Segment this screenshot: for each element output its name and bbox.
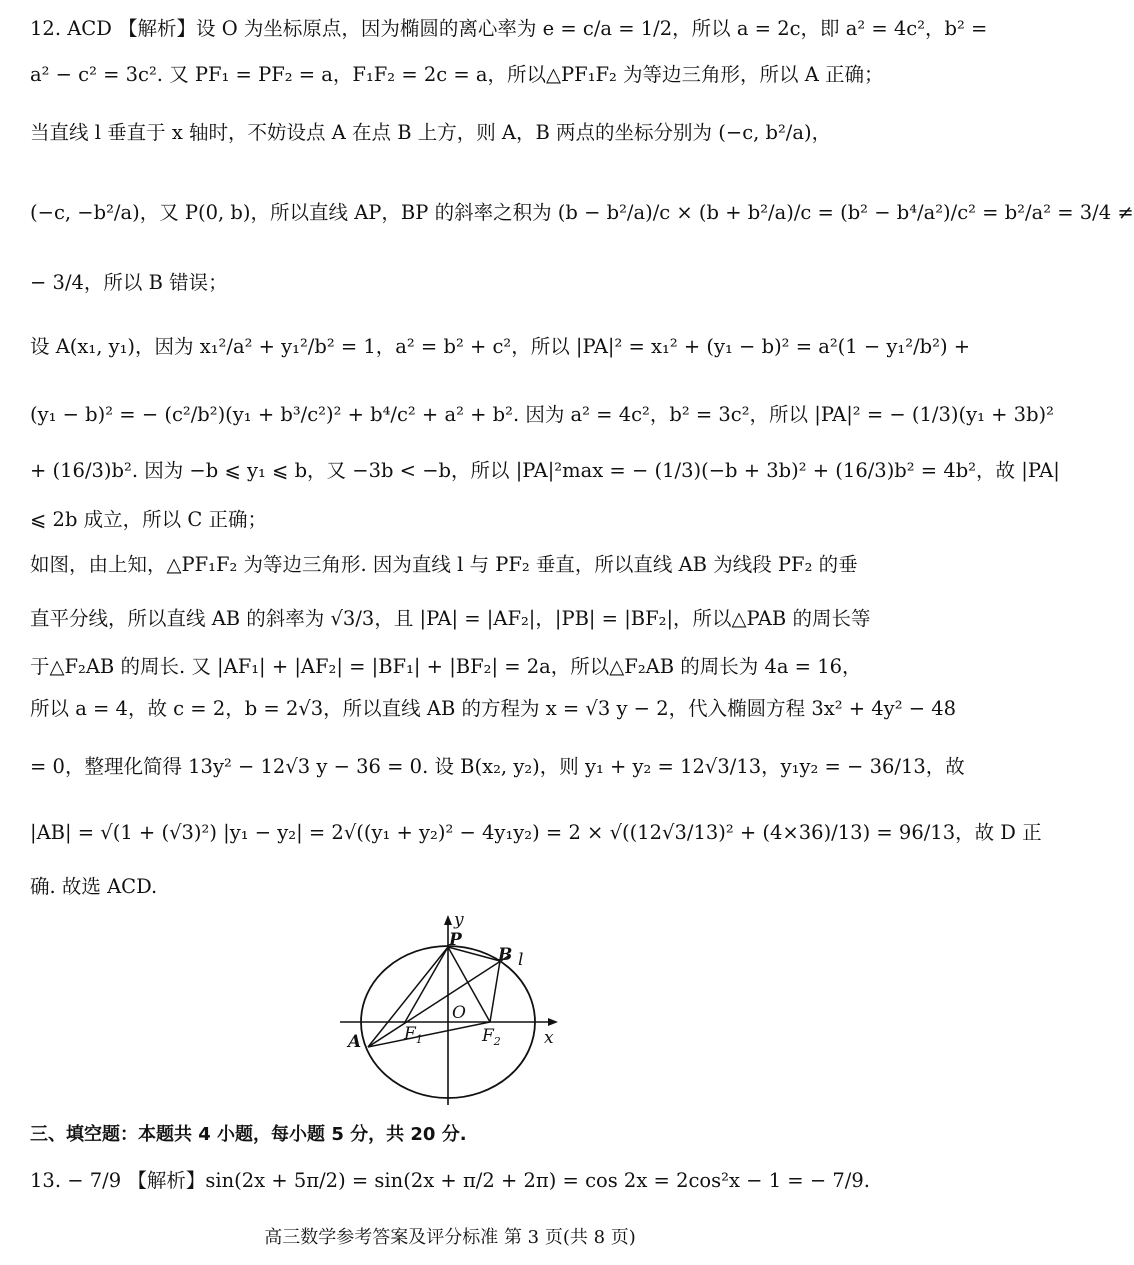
label-x: x bbox=[544, 1028, 554, 1048]
problem-12-line-5: − 3/4，所以 B 错误； bbox=[30, 271, 228, 294]
problem-12-line-9: ⩽ 2b 成立，所以 C 正确； bbox=[30, 508, 267, 531]
problem-12-line-15: |AB| = √(1 + (√3)²) |y₁ − y₂| = 2√((y₁ + y₂)² − 4y₁y₂) = 2 × √((12√3/13)² + (4×36)/13) = 96/13，故 D 正 bbox=[30, 821, 1042, 844]
problem-12-line-4: (−c, −b²/a)，又 P(0, b)，所以直线 AP，BP 的斜率之积为 (b − b²/a)/c × (b + b²/a)/c = (b² − b⁴/a²)/c² = b²/a² = 3/4 ≠ bbox=[30, 201, 1134, 224]
problem-12-line-6: 设 A(x₁, y₁)，因为 x₁²/a² + y₁²/b² = 1，a² = b² + c²，所以 |PA|² = x₁² + (y₁ − b)² = a²(1 − y₁²/b²) + bbox=[30, 335, 971, 358]
x-axis-arrow bbox=[548, 1018, 558, 1026]
page-footer: 高三数学参考答案及评分标准 第 3 页(共 8 页) bbox=[264, 1227, 636, 1248]
label-a: A bbox=[348, 1032, 362, 1052]
problem-12-line-13: 所以 a = 4，故 c = 2，b = 2√3，所以直线 AB 的方程为 x = √3 y − 2，代入椭圆方程 3x² + 4y² − 48 bbox=[30, 697, 957, 720]
problem-12-line-12: 于△F₂AB 的周长. 又 |AF₁| + |AF₂| = |BF₁| + |BF₂| = 2a，所以△F₂AB 的周长为 4a = 16， bbox=[30, 655, 862, 678]
section-3-title: 三、填空题：本题共 4 小题，每小题 5 分，共 20 分. bbox=[30, 1124, 467, 1145]
label-l: l bbox=[518, 950, 524, 970]
segment-bf2 bbox=[490, 961, 500, 1022]
label-f2-letter: F bbox=[482, 1026, 494, 1046]
problem-12-line-1: 12. ACD 【解析】设 O 为坐标原点，因为椭圆的离心率为 e = c/a = 1/2，所以 a = 2c，即 a² = 4c²，b² = bbox=[30, 17, 988, 40]
label-f2 bbox=[481, 1026, 501, 1048]
problem-13-line: 13. − 7/9 【解析】sin(2x + 5π/2) = sin(2x + π/2 + 2π) = cos 2x = 2cos²x − 1 = − 7/9. bbox=[30, 1169, 870, 1192]
problem-12-line-16: 确. 故选 ACD. bbox=[30, 875, 158, 898]
label-o: O bbox=[452, 1003, 466, 1023]
label-f1-letter: F bbox=[404, 1024, 416, 1044]
ellipse-diagram bbox=[320, 905, 580, 1115]
label-p: P bbox=[449, 930, 462, 950]
y-axis-arrow bbox=[444, 915, 452, 925]
ellipse-figure bbox=[320, 905, 580, 1115]
problem-12-line-8: + (16/3)b². 因为 −b ⩽ y₁ ⩽ b，又 −3b < −b，所以 |PA|²max = − (1/3)(−b + 3b)² + (16/3)b² = 4b²，故 |PA| bbox=[30, 459, 1060, 482]
problem-12-line-3: 当直线 l 垂直于 x 轴时，不妨设点 A 在点 B 上方，则 A，B 两点的坐标分别为 (−c, b²/a)， bbox=[30, 121, 832, 144]
segment-pf1 bbox=[405, 947, 448, 1022]
problem-12-line-11: 直平分线，所以直线 AB 的斜率为 √3/3，且 |PA| = |AF₂|，|PB| = |BF₂|，所以△PAB 的周长等 bbox=[30, 607, 871, 630]
label-y: y bbox=[454, 910, 464, 930]
problem-12-line-7: (y₁ − b)² = − (c²/b²)(y₁ + b³/c²)² + b⁴/c² + a² + b². 因为 a² = 4c²，b² = 3c²，所以 |PA|² = − (1/3)(y₁ + 3b)² bbox=[30, 403, 1054, 426]
label-b: B bbox=[498, 945, 513, 965]
label-f1-sub: 1 bbox=[415, 1033, 423, 1046]
problem-12-line-10: 如图，由上知，△PF₁F₂ 为等边三角形. 因为直线 l 与 PF₂ 垂直，所以直线 AB 为线段 PF₂ 的垂 bbox=[30, 553, 858, 576]
problem-12-line-2: a² − c² = 3c². 又 PF₁ = PF₂ = a，F₁F₂ = 2c = a，所以△PF₁F₂ 为等边三角形，所以 A 正确； bbox=[30, 63, 884, 86]
label-f1 bbox=[403, 1024, 423, 1046]
problem-12-line-14: = 0，整理化简得 13y² − 12√3 y − 36 = 0. 设 B(x₂, y₂)，则 y₁ + y₂ = 12√3/13，y₁y₂ = − 36/13，故 bbox=[30, 755, 965, 778]
label-f2-sub: 2 bbox=[493, 1035, 501, 1048]
